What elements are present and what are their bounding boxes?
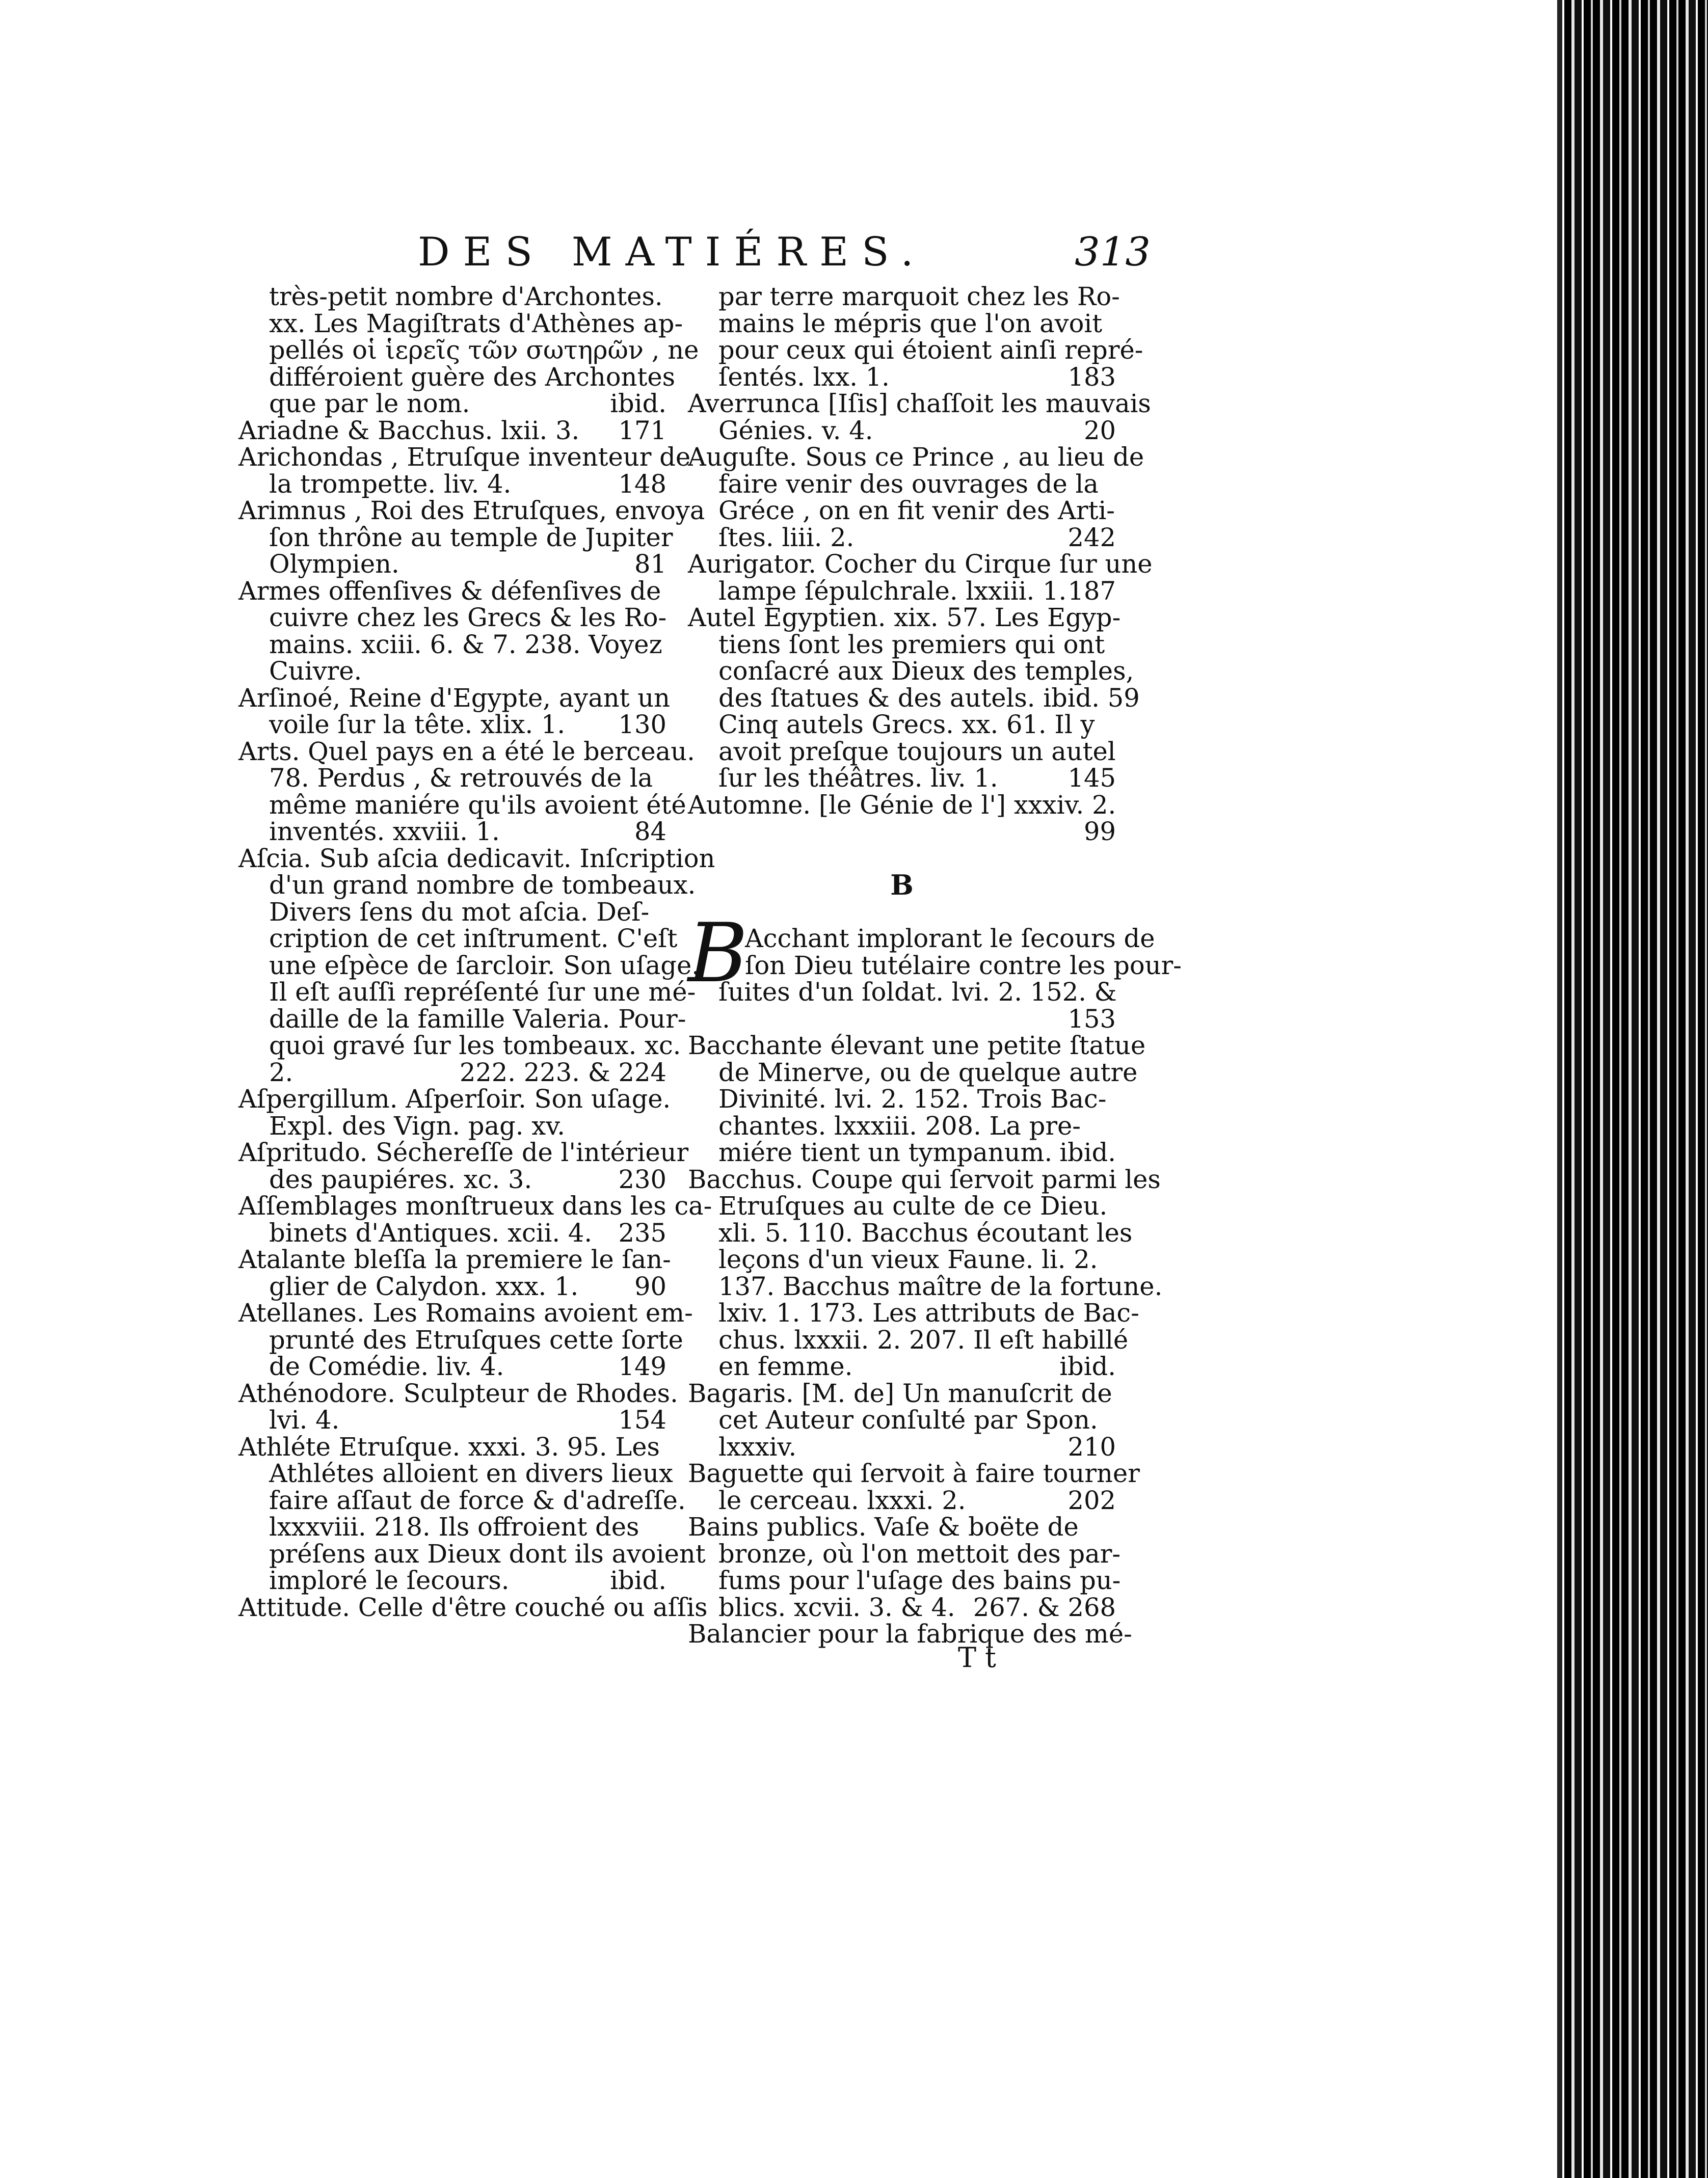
index-line bbox=[238, 658, 666, 685]
index-line bbox=[238, 1434, 666, 1461]
index-entry-text: Arichondas , Etruſque inventeur de bbox=[238, 442, 691, 472]
index-entry-text: chantes. lxxxiii. 208. La pre- bbox=[718, 1111, 1081, 1141]
page-reference: 81 bbox=[634, 549, 666, 579]
index-entry-text: avoit preſque toujours un autel bbox=[718, 736, 1116, 766]
index-line bbox=[238, 711, 666, 738]
index-entry-text: ſon Dieu tutélaire contre les pour- bbox=[745, 950, 1182, 980]
index-entry-text: Aſpergillum. Aſperſoir. Son uſage. bbox=[238, 1084, 671, 1114]
index-line bbox=[238, 1353, 666, 1380]
index-line bbox=[238, 1084, 671, 1114]
index-line bbox=[688, 1113, 1116, 1140]
index-entry-text: Armes offenſives & défenſives de bbox=[238, 576, 661, 606]
index-line bbox=[688, 471, 1116, 498]
index-line bbox=[688, 1271, 1163, 1301]
index-entry-text: Ariadne & Bacchus. lxii. 3. bbox=[238, 415, 580, 445]
page-reference: 99 bbox=[1084, 817, 1116, 846]
catchword: T t bbox=[958, 1642, 996, 1674]
index-line bbox=[688, 869, 1116, 901]
index-line bbox=[238, 362, 676, 392]
index-entry-text: cuivre chez les Grecs & les Ro- bbox=[269, 603, 667, 632]
page-reference: 130 bbox=[618, 710, 666, 739]
index-entry-text: ſur les théâtres. liv. 1. bbox=[718, 763, 998, 793]
index-entry-text: Autel Egyptien. xix. 57. Les Egyp- bbox=[688, 603, 1121, 632]
page-reference: 202 bbox=[1068, 1485, 1116, 1515]
index-entry-text: prunté des Etruſques cette ſorte bbox=[269, 1325, 683, 1355]
right-column bbox=[688, 282, 1182, 1649]
index-entry-text: des ſtatues & des autels. ibid. 59 bbox=[718, 683, 1140, 713]
index-entry-text: Arſinoé, Reine d'Egypte, ayant un bbox=[238, 683, 670, 713]
index-line bbox=[688, 765, 1116, 792]
index-entry-text: lxxxiv. bbox=[718, 1432, 797, 1462]
index-entry-text: Atalante bleſſa la premiere le ſan- bbox=[238, 1245, 671, 1274]
index-line bbox=[238, 1245, 671, 1274]
index-line bbox=[688, 578, 1116, 605]
index-line bbox=[238, 604, 666, 631]
index-entry-text: lampe ſépulchrale. lxxiii. 1. bbox=[718, 576, 1067, 606]
page-reference: ibid. bbox=[610, 389, 666, 418]
index-line bbox=[238, 1485, 686, 1515]
index-line bbox=[688, 524, 1116, 551]
index-line bbox=[238, 283, 666, 310]
index-entry-text: fums pour l'uſage des bains pu- bbox=[718, 1566, 1121, 1595]
index-entry-text: voile ſur la tête. xlix. 1. bbox=[269, 710, 566, 739]
index-line bbox=[238, 1539, 706, 1569]
index-line bbox=[688, 1434, 1116, 1461]
index-entry-text: Cinq autels Grecs. xx. 61. Il y bbox=[718, 710, 1095, 739]
page-reference: ibid. bbox=[610, 1566, 666, 1595]
page-reference: 210 bbox=[1068, 1432, 1116, 1462]
index-entry-text: pour ceux qui étoient ainſi repré- bbox=[718, 335, 1143, 365]
index-entry-text: bronze, où l'on mettoit des par- bbox=[718, 1539, 1121, 1569]
index-entry-text: 2. bbox=[269, 1057, 293, 1087]
index-entry-text: différoient guère des Archontes bbox=[269, 362, 676, 392]
index-entry-text: pellés οἱ ἱερεῖς τῶν σωτηρῶν , ne bbox=[269, 335, 699, 365]
index-line bbox=[238, 1592, 708, 1622]
index-entry-text: Attitude. Celle d'être couché ou aſſis bbox=[238, 1592, 708, 1622]
index-line bbox=[688, 656, 1134, 686]
left-column bbox=[238, 282, 715, 1622]
index-line bbox=[688, 631, 1116, 658]
index-entry-text: Cuivre. bbox=[269, 656, 362, 686]
index-line bbox=[688, 364, 1116, 391]
index-line bbox=[688, 1006, 1116, 1033]
index-entry-text: Arts. Quel pays en a été le berceau. bbox=[238, 736, 695, 766]
page-reference: 242 bbox=[1068, 522, 1116, 552]
index-line bbox=[238, 1514, 666, 1541]
index-line bbox=[238, 1191, 712, 1221]
index-entry-text: cet Auteur conſulté par Spon. bbox=[718, 1405, 1098, 1435]
index-line bbox=[688, 1246, 1116, 1273]
page-reference: 267. & 268 bbox=[973, 1592, 1116, 1622]
index-line bbox=[688, 738, 1116, 765]
index-line bbox=[688, 442, 1144, 472]
index-line bbox=[688, 1164, 1161, 1194]
page-reference: 187 bbox=[1068, 576, 1116, 606]
index-line bbox=[238, 1031, 681, 1060]
index-entry-text: Divinité. lvi. 2. 152. Trois Bac- bbox=[718, 1084, 1107, 1114]
index-line bbox=[688, 818, 1116, 845]
index-line bbox=[238, 1166, 666, 1193]
index-line bbox=[238, 578, 666, 605]
index-line bbox=[688, 1566, 1121, 1595]
index-entry-text: Averrunca [Iſis] chaſſoit les mauvais bbox=[688, 389, 1151, 418]
index-entry-text: Etruſques au culte de ce Dieu. bbox=[718, 1191, 1108, 1221]
index-entry-text: xx. Les Magiſtrats d'Athènes ap- bbox=[269, 308, 683, 338]
index-line bbox=[238, 1273, 666, 1300]
index-entry-text: glier de Calydon. xxx. 1. bbox=[269, 1271, 579, 1301]
page-number: 313 bbox=[1075, 229, 1151, 275]
index-line bbox=[238, 417, 666, 444]
index-line bbox=[238, 1220, 666, 1247]
index-entry-text: Athénodore. Sculpteur de Rhodes. bbox=[238, 1378, 678, 1408]
index-entry-text: que par le nom. bbox=[269, 389, 470, 418]
index-line bbox=[688, 417, 1116, 444]
index-entry-text: blics. xcvii. 3. & 4. bbox=[718, 1592, 955, 1622]
index-line bbox=[238, 1459, 673, 1488]
index-entry-text: mains. xciii. 6. & 7. 238. Voyez bbox=[269, 629, 662, 659]
index-line bbox=[688, 1459, 1140, 1488]
index-line bbox=[688, 1139, 1116, 1166]
index-line bbox=[238, 631, 666, 658]
index-entry-text: 137. Bacchus maître de la fortune. bbox=[718, 1271, 1163, 1301]
page-reference: 90 bbox=[634, 1271, 666, 1301]
index-line bbox=[238, 1298, 693, 1328]
index-line bbox=[688, 1057, 1138, 1087]
page-reference: 222. 223. & 224 bbox=[459, 1057, 666, 1087]
page-reference: 148 bbox=[618, 469, 666, 499]
running-head: DES MATIÉRES. bbox=[418, 229, 927, 275]
index-line bbox=[688, 1514, 1116, 1541]
index-entry-text: daille de la famille Valeria. Pour- bbox=[269, 1004, 686, 1034]
index-line bbox=[238, 442, 691, 472]
index-line bbox=[688, 1407, 1116, 1434]
index-line bbox=[238, 522, 673, 552]
index-entry-text: par terre marquoit chez les Ro- bbox=[718, 282, 1120, 311]
index-line bbox=[688, 1086, 1116, 1113]
index-entry-text: Gréce , on en fit venir des Arti- bbox=[718, 496, 1115, 525]
index-line bbox=[688, 335, 1143, 365]
index-line bbox=[238, 899, 666, 926]
index-entry-text: Athléte Etruſque. xxxi. 3. 95. Les bbox=[238, 1432, 660, 1462]
index-line bbox=[688, 1193, 1116, 1220]
index-entry-text: Aſſemblages monſtrueux dans les ca- bbox=[238, 1191, 712, 1221]
index-line bbox=[238, 335, 699, 365]
page-edge bbox=[1557, 0, 1562, 2178]
index-entry-text: en femme. bbox=[718, 1352, 853, 1381]
index-line bbox=[238, 1004, 686, 1034]
index-entry-text: lxxxviii. 218. Ils offroient des bbox=[269, 1512, 639, 1542]
index-entry-text: Bacchus. Coupe qui ſervoit parmi les bbox=[688, 1164, 1161, 1194]
index-line bbox=[688, 1594, 1116, 1621]
index-line bbox=[238, 308, 683, 338]
index-entry-text: ſentés. lxx. 1. bbox=[718, 362, 890, 392]
index-entry-text: Expl. des Vign. pag. xv. bbox=[269, 1111, 565, 1141]
index-line bbox=[688, 899, 1116, 926]
index-entry-text: miére tient un tympanum. bbox=[718, 1138, 1053, 1167]
index-line bbox=[688, 1619, 1132, 1649]
index-entry-text: lxiv. 1. 173. Les attributs de Bac- bbox=[718, 1298, 1139, 1328]
index-line bbox=[688, 711, 1116, 738]
index-line bbox=[688, 792, 1116, 819]
index-entry-text: Acchant implorant le ſecours de bbox=[745, 924, 1155, 953]
index-line bbox=[688, 603, 1121, 632]
index-entry-text: Olympien. bbox=[269, 549, 399, 579]
index-line bbox=[688, 1298, 1139, 1328]
index-line bbox=[238, 1325, 683, 1355]
section-letter: B bbox=[890, 869, 914, 901]
index-entry-text: xli. 5. 110. Bacchus écoutant les bbox=[718, 1218, 1133, 1248]
index-line bbox=[238, 924, 678, 953]
index-entry-text: faire aſſaut de force & d'adreſſe. bbox=[269, 1485, 686, 1515]
index-entry-text: mains le mépris que l'on avoit bbox=[718, 308, 1103, 338]
index-entry-text: Bagaris. [M. de] Un manuſcrit de bbox=[688, 1378, 1112, 1408]
page-reference: 145 bbox=[1068, 763, 1116, 793]
index-line bbox=[688, 1539, 1121, 1569]
page-reference: 154 bbox=[618, 1405, 666, 1435]
page-reference: 183 bbox=[1068, 362, 1116, 392]
index-entry-text: d'un grand nombre de tombeaux. bbox=[269, 870, 696, 900]
index-entry-text: Aurigator. Cocher du Cirque ſur une bbox=[688, 549, 1153, 579]
index-entry-text: Balancier pour la fabrique des mé- bbox=[688, 1619, 1132, 1649]
index-entry-text: Atellanes. Les Romains avoient em- bbox=[238, 1298, 693, 1328]
index-line bbox=[688, 1218, 1133, 1248]
index-entry-text: Aſpritudo. Séchereſſe de l'intérieur bbox=[238, 1138, 689, 1167]
index-line bbox=[238, 683, 670, 713]
index-entry-text: Aſcia. Sub aſcia dedicavit. Inſcription bbox=[238, 843, 715, 873]
index-line bbox=[238, 765, 666, 792]
index-entry-text: quoi gravé ſur les tombeaux. xc. bbox=[269, 1031, 681, 1060]
index-entry-text: des paupiéres. xc. 3. bbox=[269, 1164, 532, 1194]
index-line bbox=[238, 1407, 666, 1434]
index-line bbox=[238, 736, 695, 766]
index-entry-text: Bains publics. Vaſe & boëte de bbox=[688, 1512, 1079, 1542]
index-line bbox=[238, 843, 715, 873]
index-entry-text: préſens aux Dieux dont ils avoient bbox=[269, 1539, 706, 1569]
index-entry-text: Automne. [le Génie de l'] xxxiv. 2. bbox=[688, 790, 1116, 820]
index-line bbox=[238, 390, 666, 417]
index-line bbox=[688, 1380, 1116, 1407]
index-line bbox=[238, 977, 696, 1007]
index-entry-text: faire venir des ouvrages de la bbox=[718, 469, 1099, 499]
index-entry-text: tiens ſont les premiers qui ont bbox=[718, 629, 1105, 659]
index-line bbox=[688, 497, 1116, 524]
index-line bbox=[688, 1487, 1116, 1514]
index-entry-text: une eſpèce de ſarcloir. Son uſage. bbox=[269, 950, 700, 980]
index-line bbox=[688, 1353, 1116, 1380]
index-line bbox=[688, 389, 1151, 418]
index-entry-text: conſacré aux Dieux des temples, bbox=[718, 656, 1134, 686]
index-entry-text: Divers ſens du mot aſcia. Deſ- bbox=[269, 897, 650, 927]
index-entry-text: de Minerve, ou de quelque autre bbox=[718, 1057, 1138, 1087]
page-reference: 171 bbox=[618, 415, 666, 445]
index-entry-text: leçons d'un vieux Faune. li. 2. bbox=[718, 1245, 1098, 1274]
page-reference: ibid. bbox=[1059, 1352, 1116, 1381]
index-line bbox=[238, 496, 705, 525]
page-reference: 235 bbox=[618, 1218, 666, 1248]
index-line bbox=[688, 310, 1116, 337]
index-entry-text: ſuites d'un ſoldat. lvi. 2. 152. & bbox=[718, 977, 1117, 1007]
index-line bbox=[238, 790, 686, 820]
index-line bbox=[688, 683, 1140, 713]
book-fore-edge bbox=[1564, 0, 1708, 2178]
index-line bbox=[238, 1059, 666, 1086]
index-entry-text: même maniére qu'ils avoient été bbox=[269, 790, 686, 820]
index-line bbox=[238, 1138, 689, 1167]
index-entry-text: de Comédie. liv. 4. bbox=[269, 1352, 504, 1381]
index-line bbox=[238, 818, 666, 845]
page-reference: 153 bbox=[1068, 1004, 1116, 1034]
index-entry-text: lvi. 4. bbox=[269, 1405, 340, 1435]
index-line bbox=[688, 1031, 1146, 1060]
page-reference: 149 bbox=[618, 1352, 666, 1381]
index-line bbox=[238, 870, 696, 900]
index-line bbox=[238, 551, 666, 578]
index-line bbox=[238, 950, 700, 980]
index-line bbox=[688, 1325, 1129, 1355]
index-line bbox=[688, 979, 1116, 1006]
index-entry-text: Auguſte. Sous ce Prince , au lieu de bbox=[688, 442, 1144, 472]
index-entry-text: la trompette. liv. 4. bbox=[269, 469, 512, 499]
index-entry-text: binets d'Antiques. xcii. 4. bbox=[269, 1218, 593, 1248]
index-entry-text: chus. lxxxii. 2. 207. Il eſt habillé bbox=[718, 1325, 1129, 1355]
index-entry-text: très-petit nombre d'Archontes. bbox=[269, 282, 663, 311]
index-entry-text: Baguette qui ſervoit à faire tourner bbox=[688, 1459, 1140, 1488]
index-line bbox=[238, 1378, 678, 1408]
index-entry-text: imploré le ſecours. bbox=[269, 1566, 510, 1595]
index-line bbox=[238, 471, 666, 498]
index-line bbox=[688, 549, 1153, 579]
index-entry-text: Bacchante élevant une petite ſtatue bbox=[688, 1031, 1146, 1060]
page-reference: ibid. bbox=[1059, 1138, 1116, 1167]
index-line bbox=[238, 1113, 666, 1140]
index-entry-text: 78. Perdus , & retrouvés de la bbox=[269, 763, 653, 793]
index-line bbox=[238, 1567, 666, 1594]
drop-cap: B bbox=[688, 905, 748, 1001]
index-entry-text: Génies. v. 4. bbox=[718, 415, 873, 445]
page-reference: 20 bbox=[1084, 415, 1116, 445]
index-entry-text: Il eſt auſſi repréſenté ſur une mé- bbox=[269, 977, 696, 1007]
index-entry-text: Arimnus , Roi des Etruſques, envoya bbox=[238, 496, 705, 525]
index-entry-text: cription de cet inſtrument. C'eſt bbox=[269, 924, 678, 953]
index-line bbox=[688, 845, 1116, 872]
index-entry-text: le cerceau. lxxxi. 2. bbox=[718, 1485, 966, 1515]
index-entry-text: inventés. xxviii. 1. bbox=[269, 817, 500, 846]
index-line bbox=[688, 282, 1120, 311]
index-entry-text: Athlétes alloient en divers lieux bbox=[269, 1459, 673, 1488]
index-line bbox=[688, 950, 1182, 980]
page-reference: 230 bbox=[618, 1164, 666, 1194]
index-entry-text: ſtes. liii. 2. bbox=[718, 522, 855, 552]
page-reference: 84 bbox=[634, 817, 666, 846]
index-entry-text: ſon thrône au temple de Jupiter bbox=[269, 522, 673, 552]
